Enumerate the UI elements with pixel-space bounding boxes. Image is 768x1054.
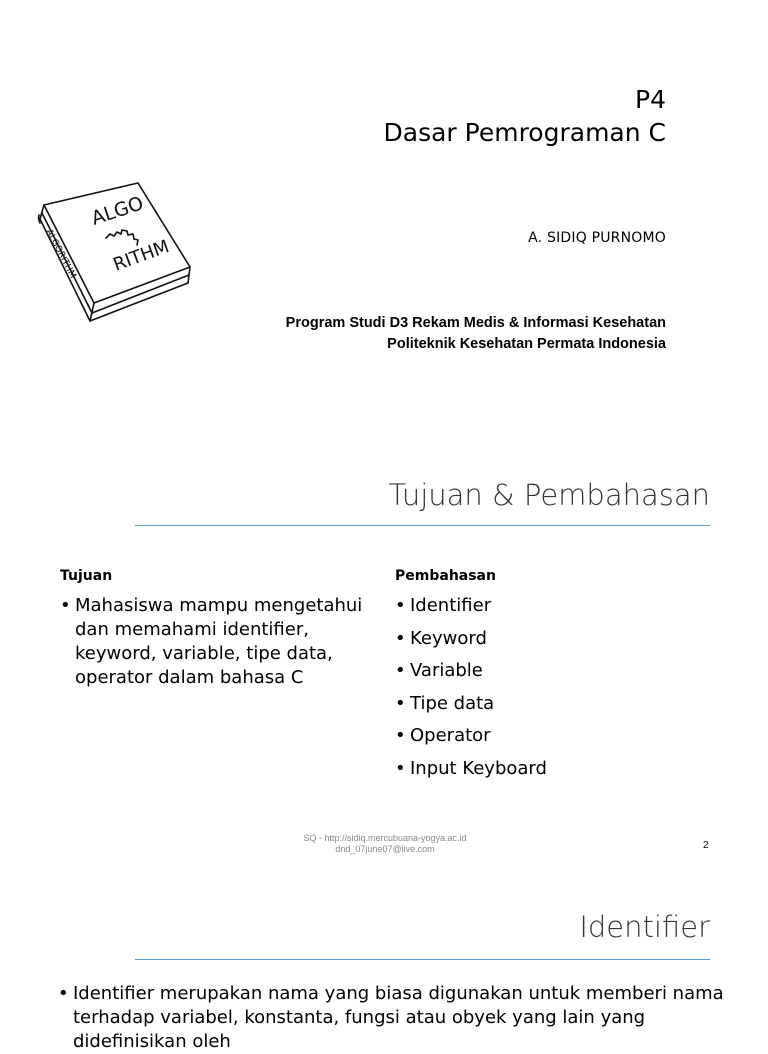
book-cover-bottom-text: RITHM [110, 236, 173, 276]
slide-heading-identifier: Identifier [579, 910, 710, 944]
slide-heading: Tujuan & Pembahasan [388, 478, 710, 512]
algorithm-book-illustration [30, 175, 200, 335]
footer-email: dnd_07june07@live.com [335, 844, 435, 854]
tujuan-list [60, 594, 375, 690]
tujuan-header: Tujuan [60, 568, 113, 584]
list-item: • Operator [395, 724, 645, 748]
heading-divider [135, 959, 710, 960]
book-spine-text: ALGORITHM [43, 227, 78, 281]
list-item: • Identifier [395, 594, 645, 618]
page-number: 2 [703, 840, 709, 851]
author-name: A. SIDIQ PURNOMO [528, 230, 666, 246]
institution-program: Program Studi D3 Rekam Medis & Informasi Kesehatan [285, 315, 666, 331]
list-item: • Keyword [395, 627, 645, 651]
institution-name: Politeknik Kesehatan Permata Indonesia [387, 336, 666, 352]
list-item: • Mahasiswa mampu mengetahui dan memahami identifier, keyword, variable, tipe data, operator dalam bahasa C [60, 594, 375, 690]
list-item: • Variable [395, 659, 645, 683]
list-item: • Input Keyboard [395, 757, 645, 781]
list-item: • Tipe data [395, 692, 645, 716]
book-cover-top-text: ALGO [88, 192, 147, 230]
identifier-list [58, 982, 728, 1054]
pembahasan-header: Pembahasan [395, 568, 496, 584]
footer-url: SQ - http://sidiq.mercubuana-yogya.ac.id [303, 833, 467, 843]
pembahasan-list [395, 594, 645, 789]
slide-title: Dasar Pemrograman C [383, 118, 666, 147]
heading-divider [135, 525, 710, 526]
list-item: • Identifier merupakan nama yang biasa digunakan untuk memberi nama terhadap variabel, konstanta, fungsi atau obyek yang lain yang didefinisikan oleh [58, 982, 728, 1054]
slide-title-code: P4 [635, 85, 666, 114]
